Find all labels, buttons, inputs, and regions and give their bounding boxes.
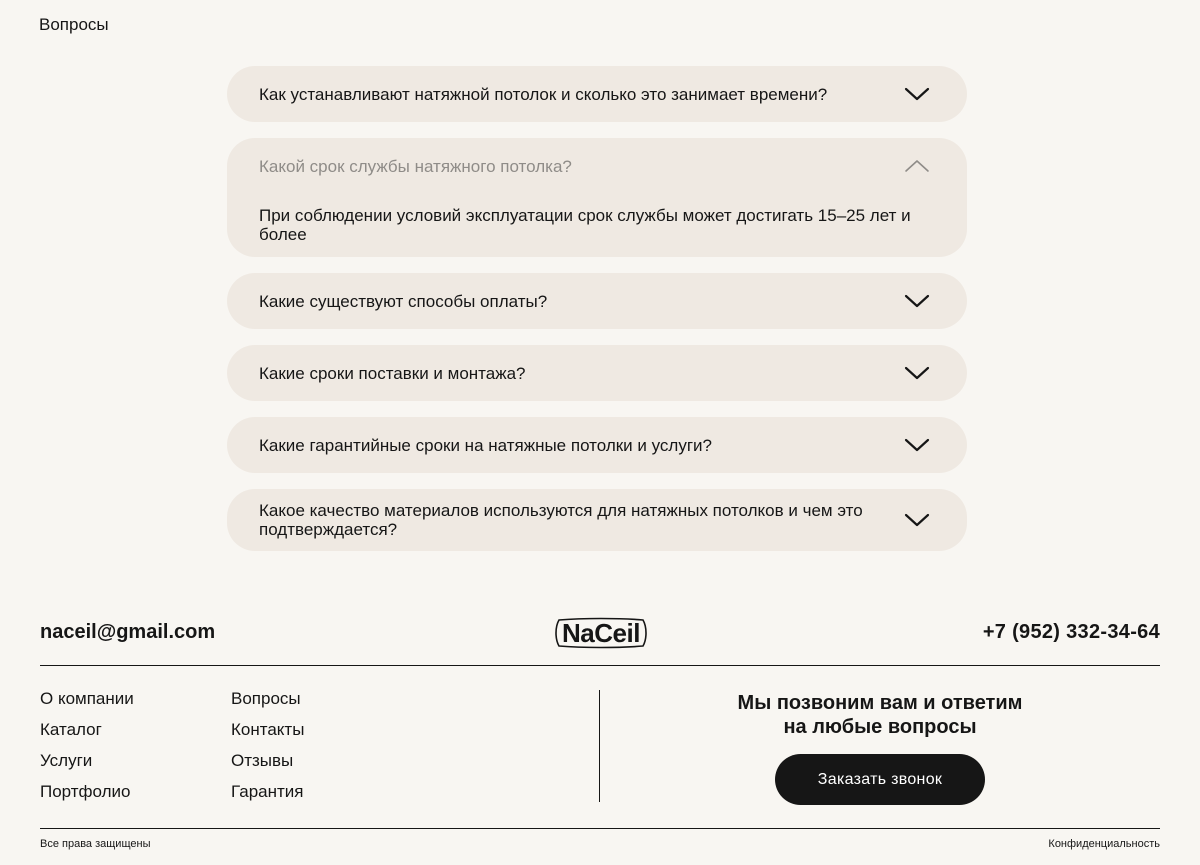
faq-item-4[interactable] — [227, 345, 967, 401]
footer-nav-portfolio[interactable]: Портфолио — [40, 782, 131, 801]
chevron-down-icon[interactable] — [903, 437, 931, 453]
footer-divider-bottom — [40, 828, 1160, 829]
page-title: Вопросы — [39, 15, 109, 34]
chevron-down-icon[interactable] — [903, 86, 931, 102]
faq-list — [227, 66, 967, 567]
footer-nav-reviews[interactable]: Отзывы — [231, 751, 294, 770]
faq-question: Какие существуют способы оплаты? — [259, 291, 548, 311]
chevron-down-icon[interactable] — [903, 365, 931, 381]
footer-nav-column-2 — [231, 689, 304, 813]
faq-header[interactable] — [259, 66, 931, 122]
footer-divider-top — [40, 665, 1160, 666]
faq-item-6[interactable] — [227, 489, 967, 551]
privacy-link[interactable]: Конфиденциальность — [1048, 838, 1160, 850]
chevron-up-icon[interactable] — [903, 158, 931, 174]
copyright-text: Все права защищены — [40, 838, 151, 850]
callback-title-line-1: Мы позвоним вам и ответим — [737, 692, 1023, 714]
chevron-down-icon[interactable] — [903, 293, 931, 309]
faq-item-3[interactable] — [227, 273, 967, 329]
faq-header[interactable] — [259, 417, 931, 473]
faq-item-5[interactable] — [227, 417, 967, 473]
callback-title-line-2: на любые вопросы — [783, 716, 977, 738]
footer-nav-faq[interactable]: Вопросы — [231, 689, 301, 708]
callback-title — [700, 691, 1060, 739]
faq-header[interactable] — [259, 489, 931, 551]
footer-nav-column-1 — [40, 689, 134, 813]
faq-question: Какие сроки поставки и монтажа? — [259, 363, 526, 383]
faq-question: Какие гарантийные сроки на натяжные потолки и услуги? — [259, 435, 712, 455]
footer-nav-services[interactable]: Услуги — [40, 751, 93, 770]
faq-item-2[interactable] — [227, 138, 967, 257]
faq-answer: При соблюдении условий эксплуатации срок службы может достигать 15–25 лет и более — [259, 206, 911, 244]
faq-header[interactable] — [259, 138, 931, 194]
faq-item-1[interactable] — [227, 66, 967, 122]
faq-header[interactable] — [259, 273, 931, 329]
footer-nav-catalog[interactable]: Каталог — [40, 720, 102, 739]
footer-email-link[interactable]: naceil@gmail.com — [40, 621, 216, 643]
order-call-button[interactable]: Заказать звонок — [775, 754, 985, 805]
footer-nav-about[interactable]: О компании — [40, 689, 134, 708]
footer-nav-contacts[interactable]: Контакты — [231, 720, 305, 739]
faq-question: Какое качество материалов используются для натяжных потолков и чем это подтверждается? — [259, 501, 863, 539]
footer-phone-link[interactable]: +7 (952) 332-34-64 — [982, 621, 1160, 643]
footer-top — [40, 614, 1160, 652]
logo-text: NaCeil — [562, 618, 640, 648]
faq-header[interactable] — [259, 345, 931, 401]
faq-question: Какой срок службы натяжного потолка? — [259, 156, 572, 176]
chevron-down-icon[interactable] — [903, 512, 931, 528]
faq-question: Как устанавливают натяжной потолок и сколько это занимает времени? — [259, 84, 828, 104]
logo[interactable] — [553, 617, 649, 649]
footer-vertical-divider — [599, 690, 600, 802]
footer-nav-warranty[interactable]: Гарантия — [231, 782, 304, 801]
